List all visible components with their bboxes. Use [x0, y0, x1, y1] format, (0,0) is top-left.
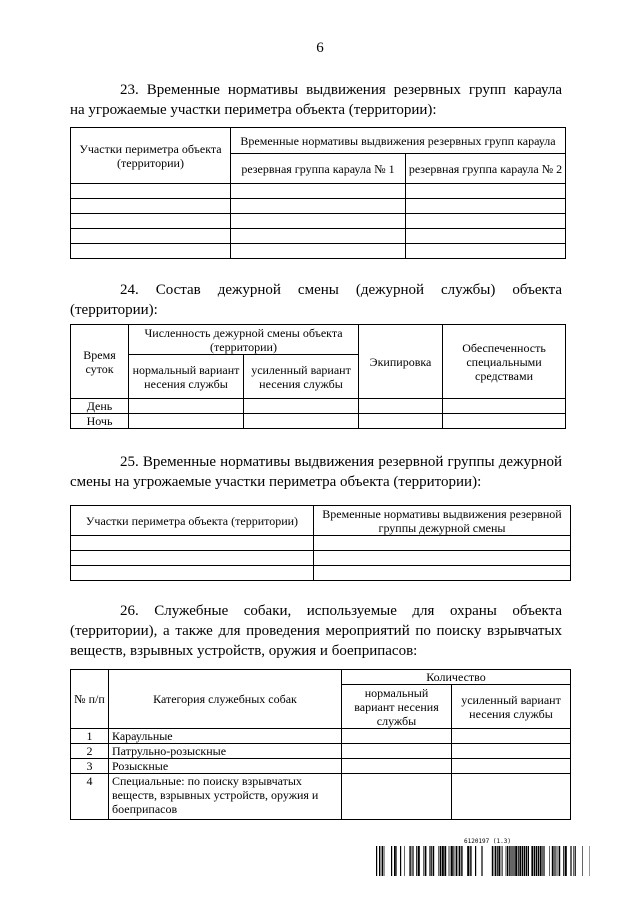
col-header-group-1: резервная группа караула № 1 [231, 154, 406, 184]
table-row [71, 229, 566, 244]
heading-line: 24. Состав дежурной смены (дежурной службы) объекта [120, 282, 562, 298]
col-header-category: Категория служебных собак [109, 670, 342, 729]
col-header-staff-count: Численность дежурной смены объекта (территории) [129, 325, 359, 355]
table-25 [70, 505, 571, 581]
table-26 [70, 669, 571, 820]
row-number: 4 [71, 774, 109, 820]
col-header-enhanced: усиленный вариант несения службы [452, 685, 571, 729]
row-label-day: День [71, 399, 129, 414]
row-label-night: Ночь [71, 414, 129, 429]
col-header-quantity: Количество [342, 670, 571, 685]
row-category: Специальные: по поиску взрывчатых веществ, взрывных устройств, оружия и боеприпасов [109, 774, 342, 820]
heading-line: 25. Временные нормативы выдвижения резервной группы дежурной [120, 454, 562, 470]
col-header-time: Время суток [71, 325, 129, 399]
col-header-perimeter: Участки периметра объекта (территории) [71, 128, 231, 184]
col-header-special-means: Обеспеченность специальными средствами [443, 325, 566, 399]
col-header-standards: Временные нормативы выдвижения резервных групп караула [231, 128, 566, 154]
row-category: Розыскные [109, 759, 342, 774]
heading-line: 26. Служебные собаки, используемые для охраны объекта [120, 603, 562, 619]
table-row [71, 199, 566, 214]
table-row [71, 184, 566, 199]
col-header-normal: нормальный вариант несения службы [342, 685, 452, 729]
heading-line: на угрожаемые участки периметра объекта (территории): [70, 102, 437, 118]
section-23-heading [70, 80, 562, 120]
table-row [71, 744, 571, 759]
table-row [71, 759, 571, 774]
col-header-equipment: Экипировка [359, 325, 443, 399]
table-row [71, 551, 571, 566]
col-header-normal: нормальный вариант несения службы [129, 355, 244, 399]
table-row [71, 244, 566, 259]
table-row [71, 729, 571, 744]
row-category: Караульные [109, 729, 342, 744]
col-header-number: № п/п [71, 670, 109, 729]
table-row [71, 214, 566, 229]
section-26-heading [70, 601, 562, 661]
row-category: Патрульно-розыскные [109, 744, 342, 759]
barcode-code: 6120197 (1.3) [464, 838, 511, 845]
col-header-enhanced: усиленный вариант несения службы [244, 355, 359, 399]
row-number: 3 [71, 759, 109, 774]
table-row [71, 414, 566, 429]
col-header-standards: Временные нормативы выдвижения резервной группы дежурной смены [314, 506, 571, 536]
col-header-perimeter: Участки периметра объекта (территории) [71, 506, 314, 536]
heading-line: (территории), а также для проведения мероприятий по поиску взрывчатых [70, 623, 562, 639]
page-number: 6 [316, 40, 324, 56]
row-number: 1 [71, 729, 109, 744]
table-24 [70, 324, 566, 429]
barcode-icon [376, 846, 590, 876]
section-24-heading [70, 280, 562, 320]
table-row [71, 566, 571, 581]
heading-line: (территории): [70, 302, 158, 318]
heading-line: 23. Временные нормативы выдвижения резервных групп караула [120, 82, 562, 98]
table-row [71, 774, 571, 820]
col-header-group-2: резервная группа караула № 2 [406, 154, 566, 184]
heading-line: смены на угрожаемые участки периметра объекта (территории): [70, 474, 482, 490]
row-number: 2 [71, 744, 109, 759]
table-23 [70, 127, 566, 259]
table-row [71, 536, 571, 551]
table-row [71, 399, 566, 414]
heading-line: веществ, взрывных устройств, оружия и боеприпасов: [70, 643, 418, 659]
section-25-heading [70, 452, 562, 492]
